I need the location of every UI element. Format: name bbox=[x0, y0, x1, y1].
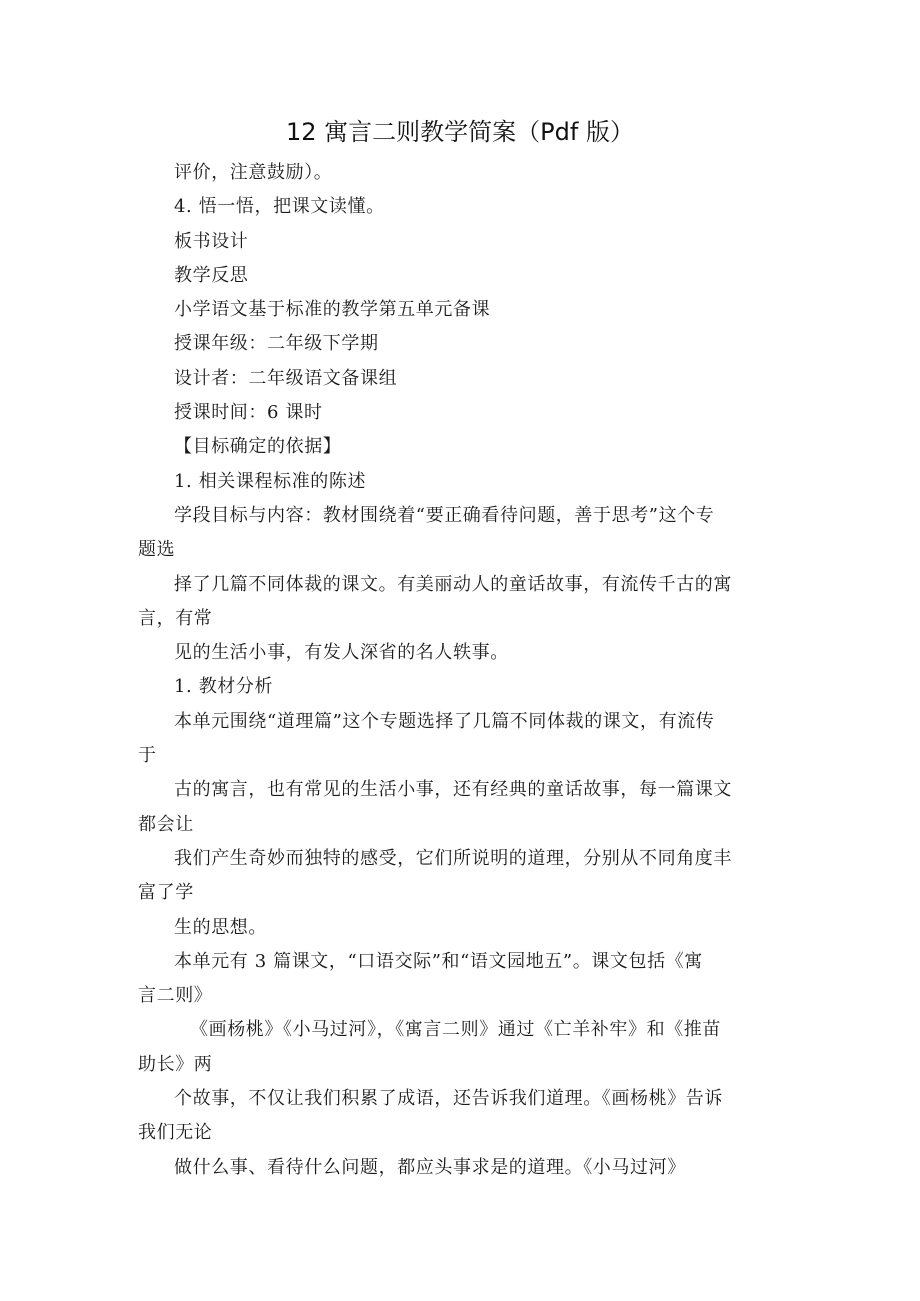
text-line: 都会让 bbox=[138, 813, 194, 835]
text-line: 富了学 bbox=[138, 882, 194, 904]
text-line: 《画杨桃》《小马过河》，《寓言二则》通过《亡羊补牢》和《推苗 bbox=[190, 1019, 721, 1041]
text-line: 设计者：二年级语文备课组 bbox=[174, 367, 398, 389]
text-line: 个故事，不仅让我们积累了成语，还告诉我们道理。《画杨桃》告诉 bbox=[174, 1088, 723, 1110]
text-line: 评价，注意鼓励）。 bbox=[174, 162, 333, 183]
text-line: 4. 悟一悟，把课文读懂。 bbox=[174, 196, 385, 218]
text-line: 学段目标与内容：教材围绕着“要正确看待问题，善于思考”这个专 bbox=[174, 504, 715, 526]
text-line: 择了几篇不同体裁的课文。有美丽动人的童话故事，有流传千古的寓 bbox=[174, 573, 732, 595]
text-line: 生的思想。 bbox=[174, 916, 267, 938]
text-line: 授课年级：二年级下学期 bbox=[174, 333, 379, 355]
section-heading: 【目标确定的依据】 bbox=[174, 436, 342, 458]
text-line: 言二则》 bbox=[138, 985, 213, 1007]
document-body bbox=[138, 156, 788, 1185]
text-line: 题选 bbox=[138, 539, 176, 561]
text-line: 本单元有 3 篇课文，“口语交际”和“语文园地五”。课文包括《寓 bbox=[174, 950, 703, 972]
text-line: 我们无论 bbox=[138, 1122, 213, 1144]
text-line: 授课时间：6 课时 bbox=[174, 402, 323, 424]
text-line: 1. 教材分析 bbox=[174, 676, 274, 698]
text-line: 教学反思 bbox=[174, 264, 249, 286]
text-line: 古的寓言，也有常见的生活小事，还有经典的童话故事，每一篇课文 bbox=[174, 779, 732, 801]
text-line: 小学语文基于标准的教学第五单元备课 bbox=[174, 299, 491, 321]
text-line: 我们产生奇妙而独特的感受，它们所说明的道理，分别从不同角度丰 bbox=[174, 847, 732, 869]
document-title: 12 寓言二则教学简案（Pdf 版） bbox=[286, 118, 634, 146]
text-line: 做什么事、看待什么问题，都应头事求是的道理。《小马过河》 bbox=[174, 1156, 686, 1178]
text-line: 1. 相关课程标准的陈述 bbox=[174, 470, 367, 492]
text-line: 本单元围绕“道理篇”这个专题选择了几篇不同体裁的课文，有流传 bbox=[174, 710, 715, 732]
text-line: 板书设计 bbox=[174, 230, 249, 252]
text-line: 见的生活小事，有发人深省的名人轶事。 bbox=[174, 642, 509, 664]
text-line: 于 bbox=[138, 745, 157, 767]
text-line: 助长》两 bbox=[138, 1053, 213, 1075]
text-line: 言，有常 bbox=[138, 607, 213, 629]
